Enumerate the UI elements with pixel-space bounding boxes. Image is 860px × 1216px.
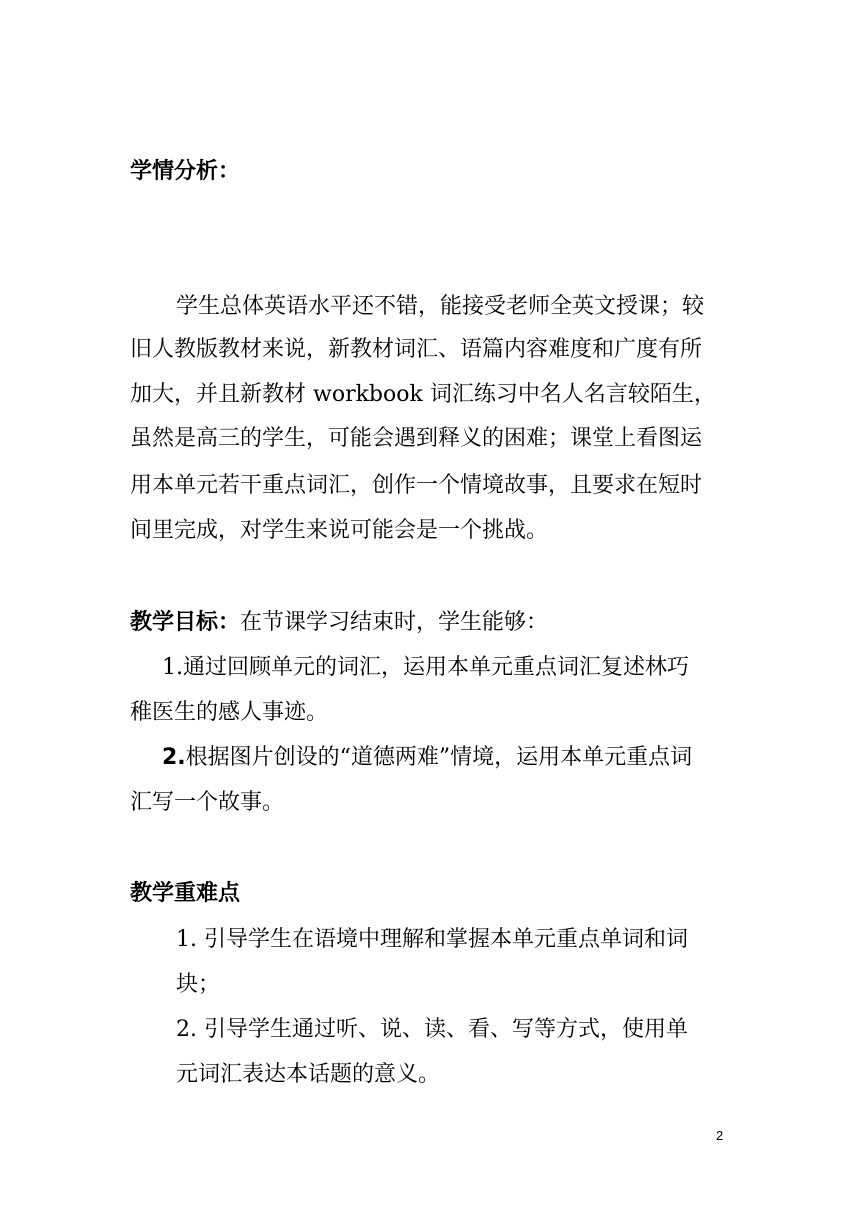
- analysis-line-6: 间里完成，对学生来说可能会是一个挑战。: [130, 518, 549, 543]
- key-point-1-line-1: 1. 引导学生在语境中理解和掌握本单元重点单词和词: [176, 927, 688, 952]
- objective-2-line-2: 汇写一个故事。: [130, 790, 285, 815]
- analysis-line-4: 虽然是高三的学生，可能会遇到释义的困难；课堂上看图运: [130, 426, 703, 451]
- objective-1-line-1: 1.通过回顾单元的词汇，运用本单元重点词汇复述林巧: [162, 655, 689, 680]
- objectives-line: [130, 608, 548, 638]
- analysis-line-2: 旧人教版教材来说，新教材词汇、语篇内容难度和广度有所: [130, 337, 703, 362]
- objective-2-line-1: [162, 743, 692, 773]
- objective-1-line-2: 稚医生的感人事迹。: [130, 700, 329, 725]
- analysis-line-3: 加大，并且新教材 workbook 词汇练习中名人名言较陌生，: [130, 382, 716, 407]
- objective-2-text: 根据图片创设的“道德两难”情境，运用本单元重点词: [185, 745, 693, 770]
- key-point-2-line-1: 2. 引导学生通过听、说、读、看、写等方式，使用单: [176, 1017, 688, 1042]
- objectives-heading: 教学目标：: [130, 610, 241, 635]
- analysis-line-1: 学生总体英语水平还不错，能接受老师全英文授课；较: [176, 294, 705, 319]
- objective-2-number: 2.: [162, 745, 186, 770]
- analysis-line-5: 用本单元若干重点词汇，创作一个情境故事，且要求在短时: [130, 473, 703, 498]
- key-point-2-line-2: 元词汇表达本话题的意义。: [176, 1062, 441, 1087]
- key-points-heading: 教学重难点: [130, 881, 241, 906]
- key-point-1-line-2: 块；: [176, 972, 221, 997]
- page-number: 2: [716, 1128, 724, 1143]
- objectives-intro: 在节课学习结束时，学生能够：: [240, 610, 549, 635]
- analysis-heading: 学情分析：: [130, 159, 241, 184]
